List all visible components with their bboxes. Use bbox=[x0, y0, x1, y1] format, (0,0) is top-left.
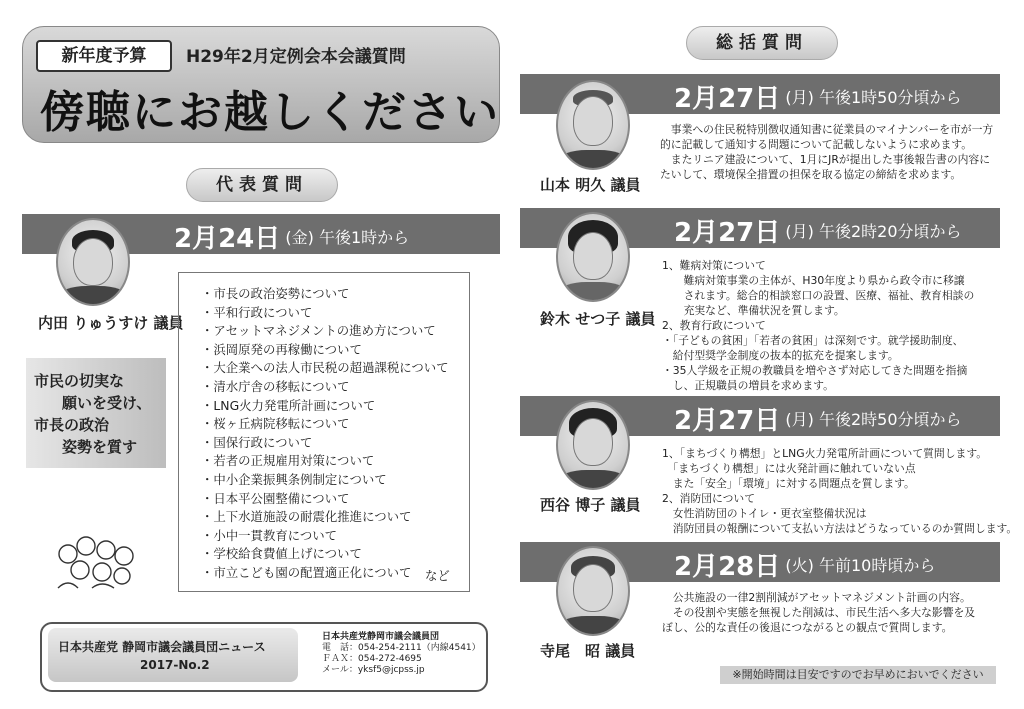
budget-badge: 新年度予算 bbox=[36, 40, 172, 72]
crowd-illustration bbox=[52, 528, 142, 590]
banner-time: 午後2時50分頃から bbox=[818, 410, 962, 429]
text-line: その役割や実態を無視した削減は、市民生活へ多大な影響を及 bbox=[662, 606, 976, 619]
list-item: ・桜ヶ丘病院移転について bbox=[201, 416, 350, 432]
newsletter-issue: 2017-No.2 bbox=[140, 658, 210, 672]
topics-etc: など bbox=[425, 568, 450, 583]
representative-question-label: 代表質問 bbox=[186, 168, 338, 202]
list-item: ・市長の政治姿勢について bbox=[201, 286, 350, 301]
banner-time: 午前10時頃から bbox=[818, 556, 936, 575]
text-line: 2、消防団について bbox=[662, 492, 756, 505]
text-line: し、正規職員の増員を求めます。 bbox=[662, 379, 834, 392]
list-item: ・平和行政について bbox=[201, 304, 313, 320]
text-line: 女性消防団のトイレ・更衣室整備状況は bbox=[662, 507, 867, 520]
banner-date: 2月28日 bbox=[674, 552, 781, 582]
org-name: 日本共産党静岡市議会議員団 bbox=[322, 632, 440, 642]
banner-weekday: (金) bbox=[285, 228, 314, 247]
text-line: 2、教育行政について bbox=[662, 319, 766, 332]
slogan-line: 市民の切実な bbox=[34, 372, 125, 390]
general-question-label: 総括質問 bbox=[686, 26, 838, 60]
newsletter-name: 日本共産党 静岡市議会議員団ニュース bbox=[58, 640, 266, 654]
session-subtitle: H29年2月定例会本会議質問 bbox=[186, 47, 406, 67]
text-line: 難病対策事業の主体が、H30年度より県から政令市に移譲 bbox=[662, 274, 965, 287]
text-line: 1、「まちづくり構想」とLNG火力発電所計画について質問します。 bbox=[662, 447, 988, 460]
banner-time: 午後1時から bbox=[318, 228, 410, 247]
text-line: 的に記載して通知する問題について記載しないように求めます。 bbox=[660, 138, 973, 151]
banner-date: 2月27日 bbox=[674, 84, 781, 114]
list-item: ・大企業への法人市民税の超過課税について bbox=[201, 360, 449, 376]
member-name-suzuki: 鈴木 せつ子 議員 bbox=[540, 310, 656, 328]
banner-date: 2月24日 bbox=[174, 224, 281, 254]
text-line: 消防団員の報酬について支払い方法はどうなっているのか質問します。 bbox=[662, 522, 1018, 535]
list-item: ・若者の正規雇用対策について bbox=[201, 453, 375, 469]
text-line: 事業への住民税特別徴収通知書に従業員のマイナンバーを市が一方 bbox=[660, 123, 994, 136]
banner-time: 午後2時20分頃から bbox=[818, 222, 962, 241]
timing-note: ※開始時間は目安ですのでお早めにおいでください bbox=[720, 666, 996, 684]
contact-info bbox=[322, 632, 481, 676]
member-name-nishitani: 西谷 博子 議員 bbox=[540, 496, 641, 514]
page-title: 傍聴にお越しください bbox=[40, 87, 500, 138]
list-item: ・清水庁舎の移転について bbox=[201, 378, 350, 394]
list-item: ・アセットマネジメントの進め方について bbox=[201, 323, 436, 339]
list-item: ・日本平公園整備について bbox=[201, 490, 350, 506]
banner-weekday: (火) bbox=[785, 556, 814, 575]
text-line: されます。総合的相談窓口の設置、医療、福祉、教育相談の bbox=[662, 289, 975, 302]
text-line: 1、難病対策について bbox=[662, 259, 766, 272]
newsletter-title-box bbox=[48, 628, 298, 682]
text-line: 「まちづくり構想」には火発計画に触れていない点 bbox=[662, 462, 916, 475]
phone: 電 話：054-254-2111（内線4541） bbox=[322, 643, 481, 653]
list-item: ・上下水道施設の耐震化推進について bbox=[201, 509, 412, 525]
slogan-box bbox=[26, 358, 166, 468]
member-photo bbox=[556, 400, 630, 490]
text-line: またリニア建設について、1月にJRが提出した事後報告書の内容に bbox=[660, 153, 991, 166]
banner-weekday: (月) bbox=[785, 222, 814, 241]
banner-weekday: (月) bbox=[785, 88, 814, 107]
email: メール：yksf5@jcpss.jp bbox=[322, 665, 425, 675]
slogan-line: 願いを受け、 bbox=[62, 394, 152, 412]
list-item: ・LNG火力発電所計画について bbox=[201, 397, 376, 413]
fax: ＦＡＸ：054-272-4695 bbox=[322, 654, 422, 664]
banner-weekday: (月) bbox=[785, 410, 814, 429]
slogan-line: 市長の政治 bbox=[34, 416, 110, 434]
member-name-terao: 寺尾 昭 議員 bbox=[540, 642, 636, 660]
list-item: ・学校給食費値上げについて bbox=[201, 546, 362, 562]
question-text bbox=[662, 258, 974, 393]
banner-date: 2月27日 bbox=[674, 406, 781, 436]
text-line: ぼし、公的な責任の後退につながるとの観点で質問します。 bbox=[662, 621, 953, 634]
slogan-line: 姿勢を質す bbox=[62, 438, 138, 456]
member-name-yamamoto: 山本 明久 議員 bbox=[540, 176, 641, 194]
question-text bbox=[662, 590, 975, 635]
list-item: ・国保行政について bbox=[201, 434, 313, 450]
list-item: ・中小企業振興条例制定について bbox=[201, 471, 387, 487]
text-line: ・35人学級を正規の教職員を増やさず対応してきた問題を指摘 bbox=[662, 364, 968, 377]
member-photo bbox=[56, 218, 130, 306]
list-item: ・浜岡原発の再稼働について bbox=[201, 341, 362, 357]
text-line: 給付型奨学金制度の抜本的拡充を提案します。 bbox=[662, 349, 899, 362]
text-line: 充実など、準備状況を質します。 bbox=[662, 304, 845, 317]
text-line: また「安全」「環境」に対する問題点を質します。 bbox=[662, 477, 915, 490]
text-line: ・「子どもの貧困」「若者の貧困」は深刻です。就学援助制度、 bbox=[662, 334, 964, 347]
topics-list bbox=[178, 272, 470, 592]
list-item: ・市立こども園の配置適正化について bbox=[201, 564, 412, 580]
text-line: たいして、環境保全措置の担保を取る協定の締結を求めます。 bbox=[660, 168, 962, 181]
question-text bbox=[660, 122, 993, 182]
text-line: 公共施設の一律2割削減がアセットマネジメント計画の内容。 bbox=[662, 591, 971, 604]
member-photo bbox=[556, 80, 630, 170]
member-photo bbox=[556, 546, 630, 636]
list-item: ・小中一貫教育について bbox=[201, 527, 338, 543]
banner-date: 2月27日 bbox=[674, 218, 781, 248]
banner-time: 午後1時50分頃から bbox=[818, 88, 962, 107]
question-text bbox=[662, 446, 1017, 536]
member-photo bbox=[556, 212, 630, 302]
member-name-uchida: 内田 りゅうすけ 議員 bbox=[38, 314, 184, 332]
